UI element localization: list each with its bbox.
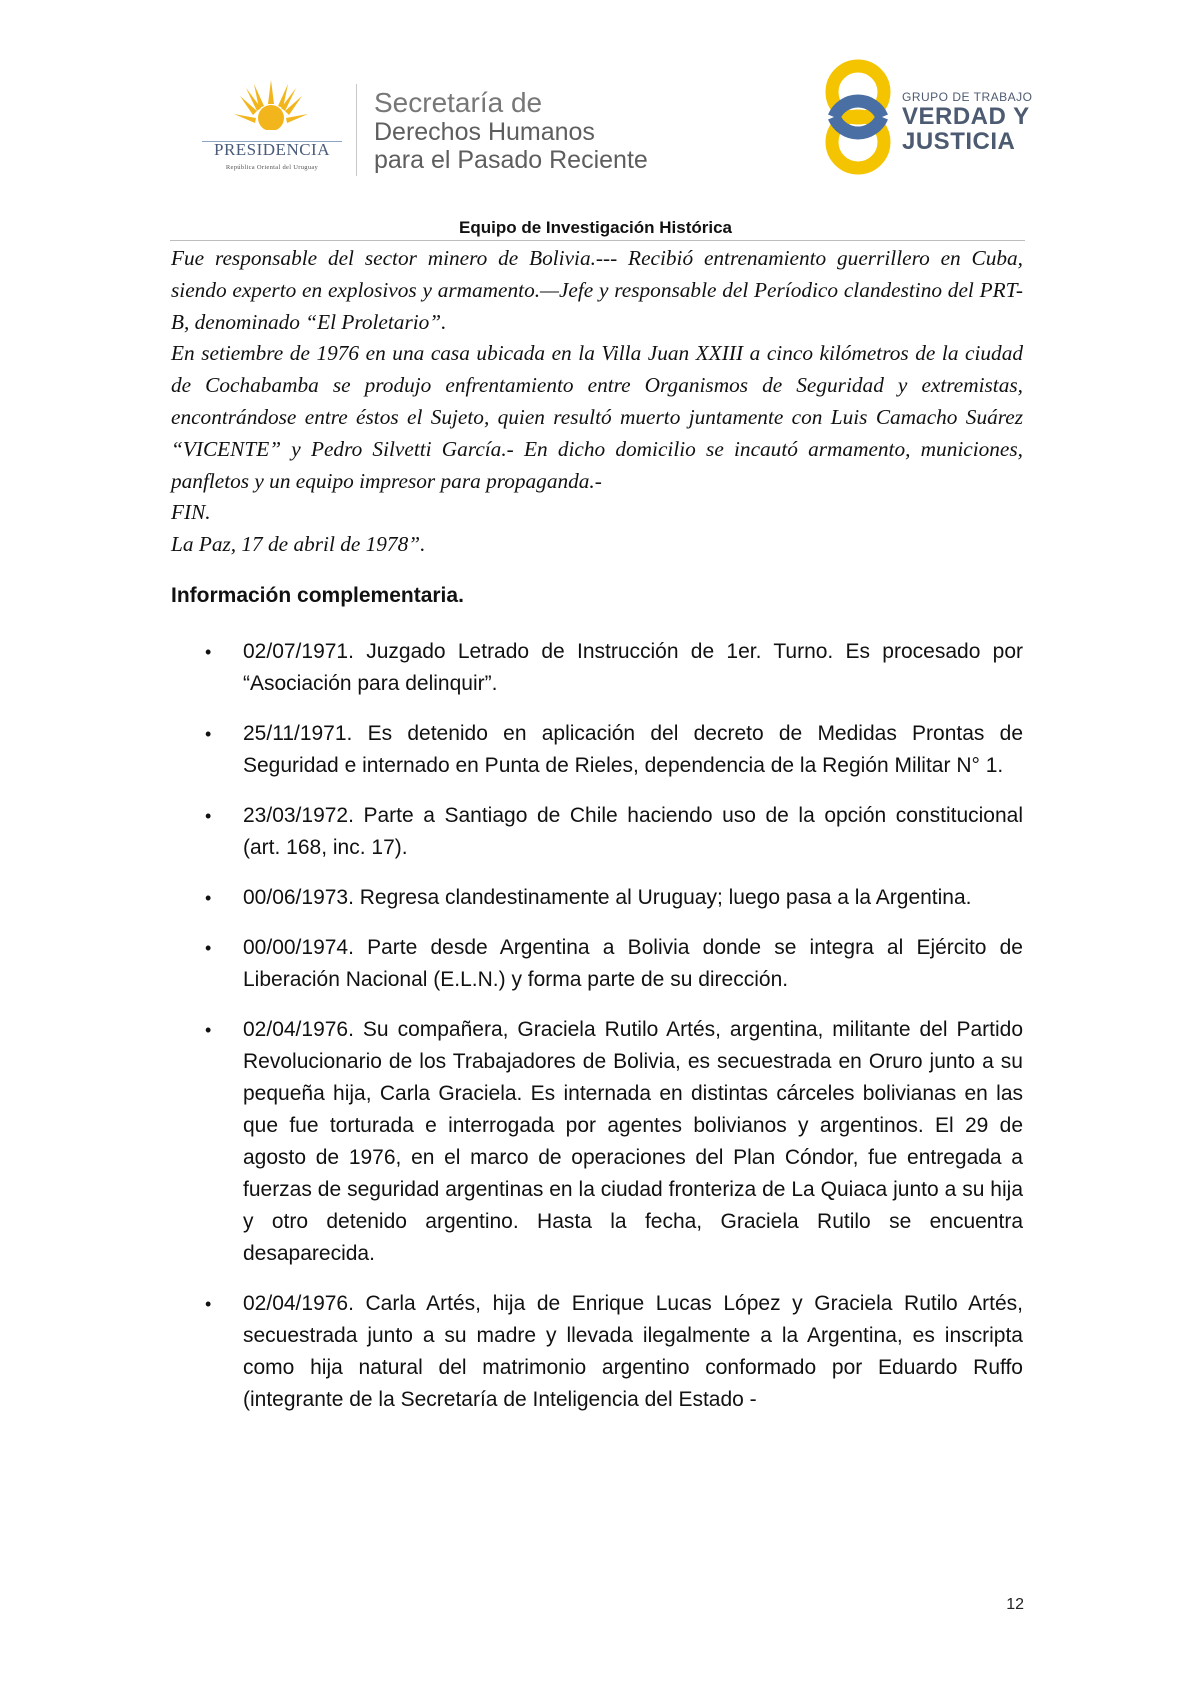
section-heading: Información complementaria.: [171, 584, 464, 607]
sun-emblem-icon: [234, 78, 308, 138]
bullet-icon: •: [205, 888, 212, 908]
bullet-icon: •: [205, 1020, 212, 1040]
bullet-icon: •: [205, 724, 212, 744]
secretaria-line3: para el Pasado Reciente: [374, 146, 648, 174]
quoted-report: [171, 243, 1023, 561]
bullet-icon: •: [205, 938, 212, 958]
grupo-line1: GRUPO DE TRABAJO: [902, 90, 1033, 104]
verdad-justicia-rings-icon: [820, 56, 896, 180]
quote-paragraph-1: Fue responsable del sector minero de Bolivia.--- Recibió entrenamiento guerrillero en Cuba, siendo experto en explosivos y armamento.—Jefe y responsable del Períodico clandestino del PRT- B, denominado “El Proletario”.: [171, 246, 1023, 334]
chronology-list: [171, 636, 1023, 1416]
presidencia-logo: [196, 78, 348, 178]
secretaria-line2: Derechos Humanos: [374, 118, 595, 146]
secretaria-line1: Secretaría de: [374, 87, 543, 118]
page-number: 12: [1006, 1596, 1024, 1613]
list-item: [171, 882, 1023, 914]
bullet-icon: •: [205, 806, 212, 826]
header-rule: [170, 240, 1025, 241]
list-item-text: 02/04/1976. Su compañera, Graciela Rutilo Artés, argentina, militante del Partido Revolucionario de los Trabajadores de Bolivia, es secuestrada en Oruro junto a su pequeña hija, Carla Graciela. Es internada en distintas cárceles bolivianas en las que fue torturada e interrogada por agentes bolivianos y argentinos. El 29 de agosto de 1976, en el marco de operaciones del Plan Cóndor, fue entregada a fuerzas de seguridad argentinas en la ciudad fronteriza de La Quiaca junto a su hija y otro detenido argentino. Hasta la fecha, Graciela Rutilo se encuentra desaparecida.: [243, 1018, 1023, 1265]
logo-divider: [356, 84, 357, 176]
secretaria-logotype: [374, 88, 648, 174]
bullet-icon: •: [205, 1294, 212, 1314]
grupo-line2: VERDAD Y: [902, 103, 1030, 130]
list-item-text: 25/11/1971. Es detenido en aplicación del decreto de Medidas Prontas de Seguridad e internado en Punta de Rieles, dependencia de la Región Militar N° 1.: [243, 722, 1023, 777]
team-title: Equipo de Investigación Histórica: [459, 218, 732, 237]
list-item-text: 02/04/1976. Carla Artés, hija de Enrique Lucas López y Graciela Rutilo Artés, secuestrada junto a su madre y llevada ilegalmente a la Argentina, es inscripta como hija natural del matrimonio argentino conformado por Eduardo Ruffo (integrante de la Secretaría de Inteligencia del Estado -: [243, 1292, 1023, 1411]
list-item: [171, 636, 1023, 700]
list-item: [171, 800, 1023, 864]
list-item: [171, 1288, 1023, 1416]
list-item-text: 23/03/1972. Parte a Santiago de Chile haciendo uso de la opción constitucional (art. 168, inc. 17).: [243, 804, 1023, 859]
grupo-line3: JUSTICIA: [902, 128, 1016, 155]
list-item: [171, 1014, 1023, 1270]
quote-paragraph-2: En setiembre de 1976 en una casa ubicada en la Villa Juan XXIII a cinco kilómetros de la ciudad de Cochabamba se produjo enfrentamiento entre Organismos de Seguridad y extremistas, encontrándose entre éstos el Sujeto, quien resultó muerto juntamente con Luis Camacho Suárez “VICENTE” y Pedro Silvetti García.- En dicho domicilio se incautó armamento, municiones, panfletos y un equipo impresor para propaganda.-: [171, 341, 1023, 493]
list-item-text: 00/00/1974. Parte desde Argentina a Bolivia donde se integra al Ejército de Liberación Nacional (E.L.N.) y forma parte de su dirección.: [243, 936, 1023, 991]
verdad-justicia-logotype: [902, 90, 1032, 154]
bullet-icon: •: [205, 642, 212, 662]
presidencia-name: PRESIDENCIA: [213, 140, 330, 159]
presidencia-subtitle: República Oriental del Uruguay: [225, 164, 319, 171]
quote-paragraph-4: La Paz, 17 de abril de 1978”.: [171, 532, 426, 557]
quote-paragraph-3: FIN.: [171, 500, 211, 525]
list-item-text: 02/07/1971. Juzgado Letrado de Instrucción de 1er. Turno. Es procesado por “Asociación para delinquir”.: [243, 640, 1023, 695]
list-item: [171, 718, 1023, 782]
list-item-text: 00/06/1973. Regresa clandestinamente al Uruguay; luego pasa a la Argentina.: [243, 886, 972, 909]
list-item: [171, 932, 1023, 996]
